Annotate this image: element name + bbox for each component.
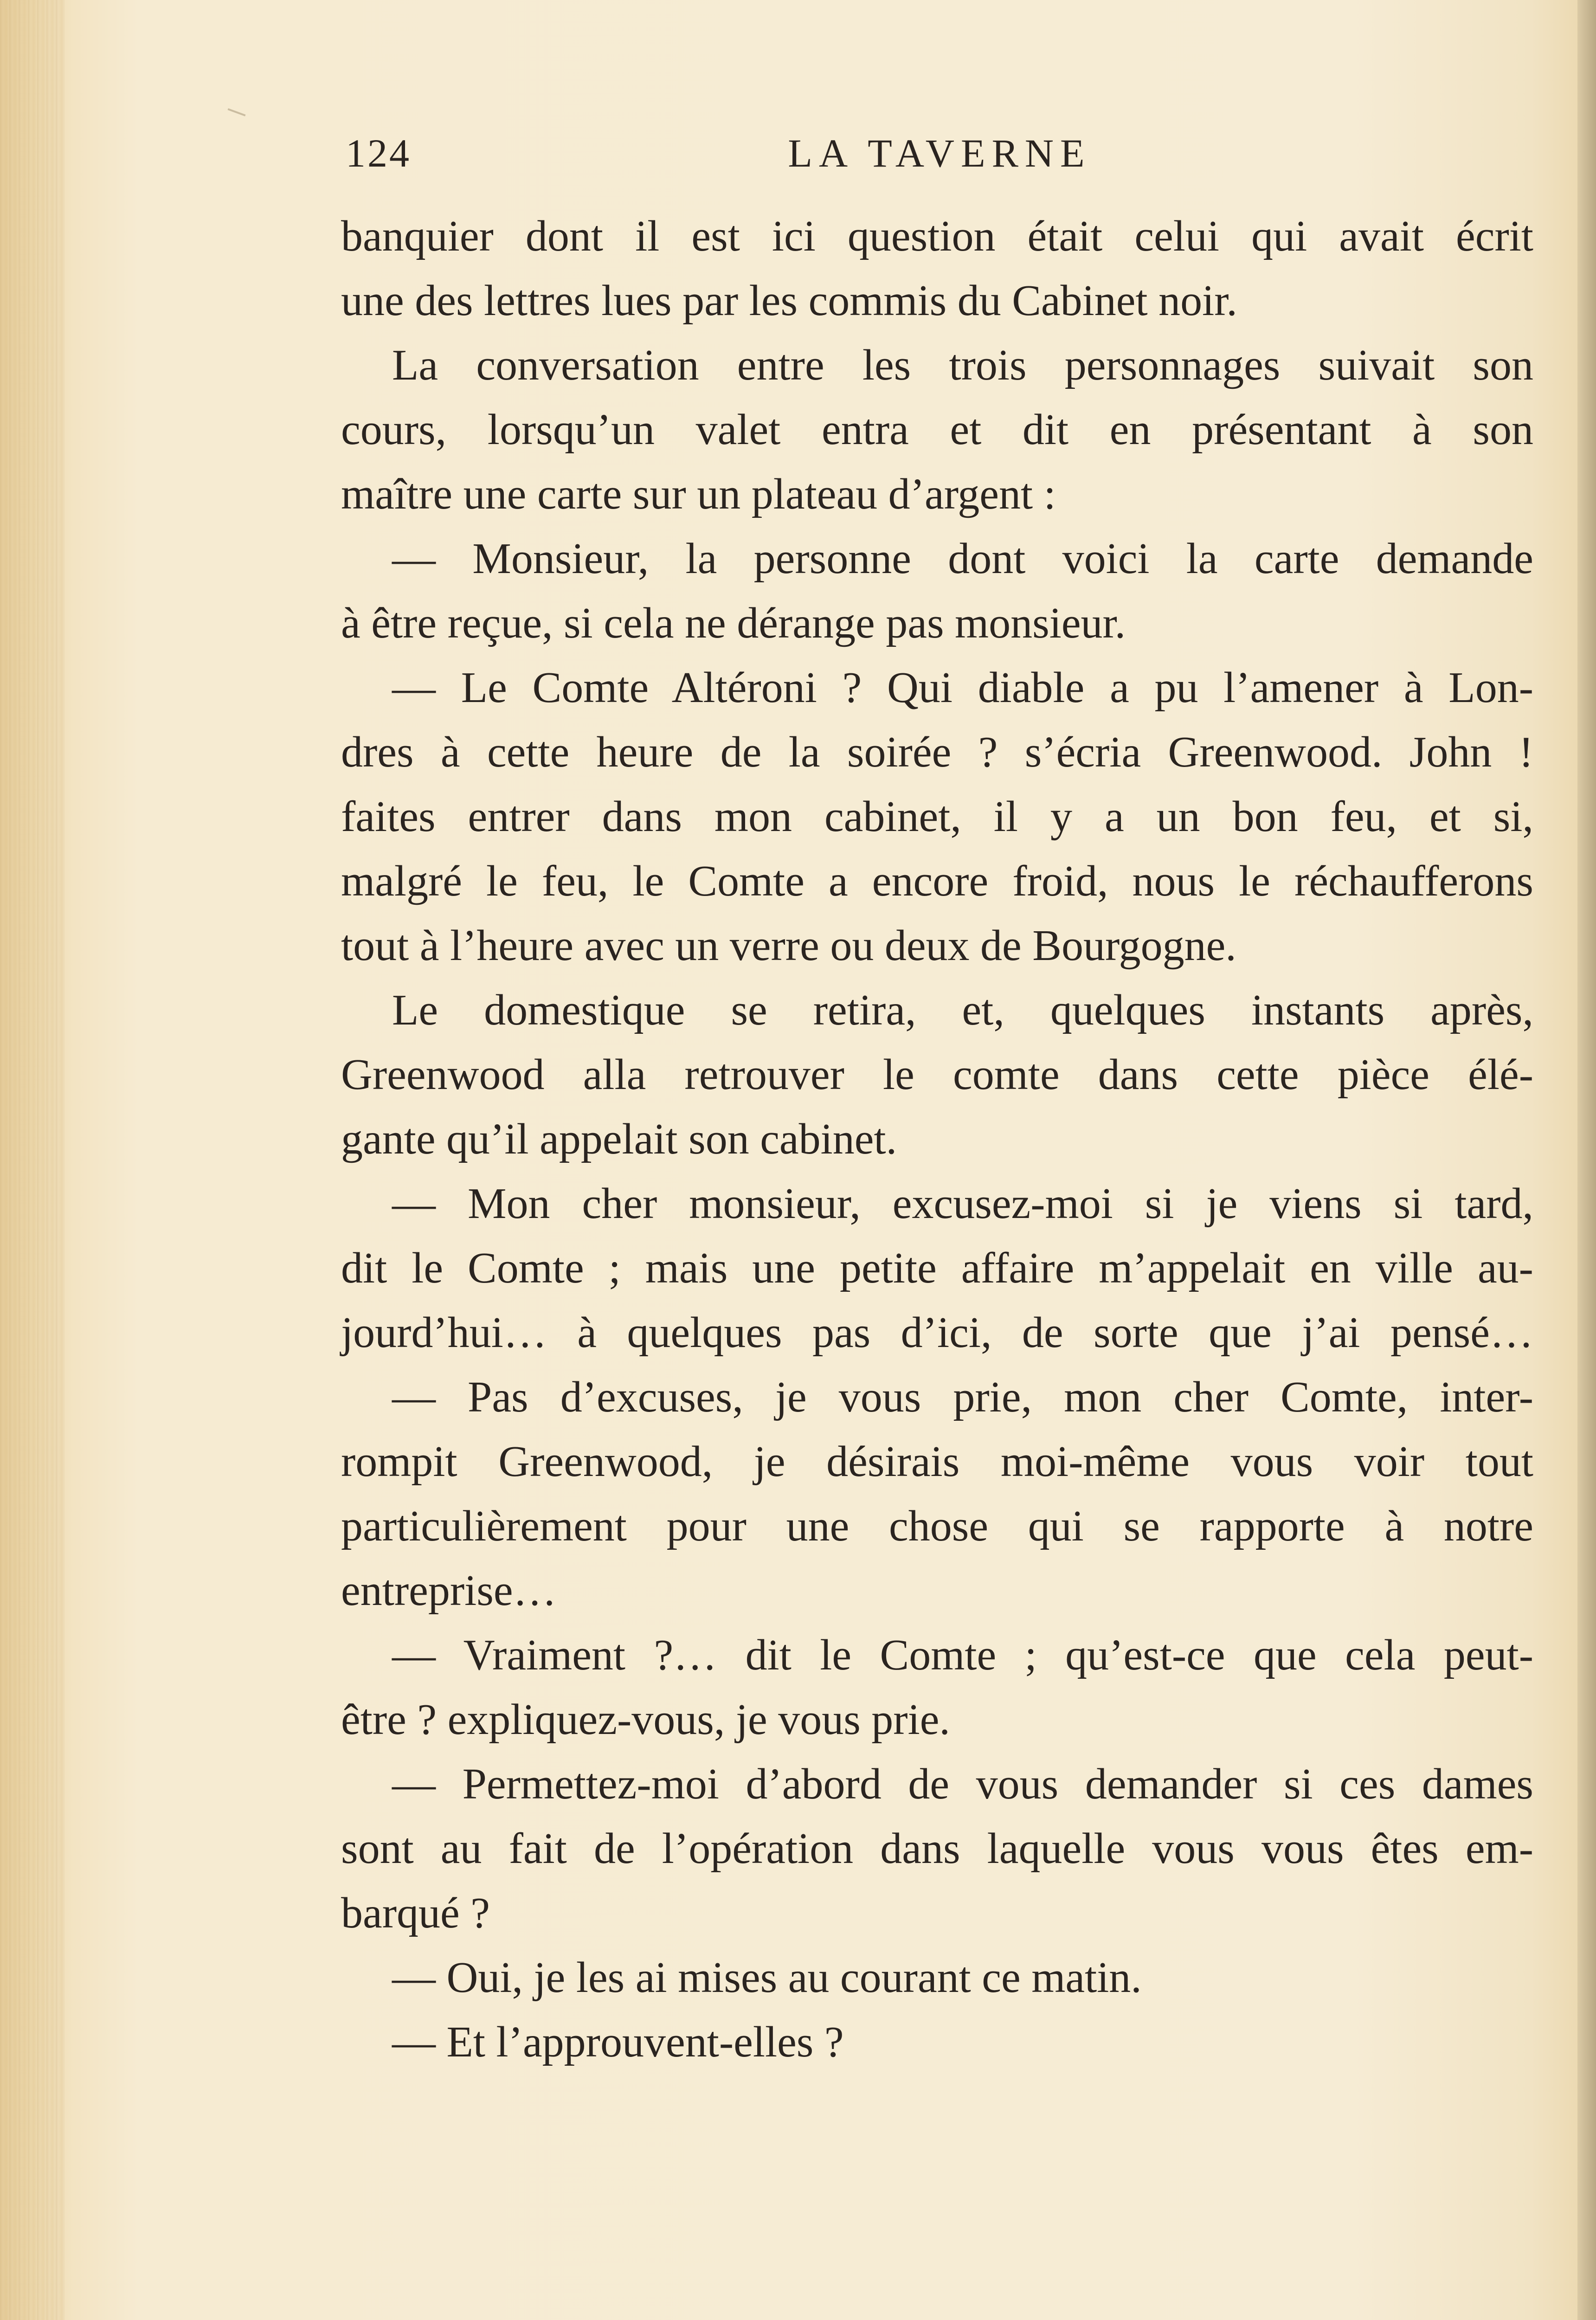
text-line: tout à l’heure avec un verre ou deux de Bourgogne. — [341, 922, 1236, 970]
text-line: dit le Comte ; mais une petite affaire m’appelait en ville au- — [341, 1244, 1533, 1292]
text-line: — Et l’approuvent-elles ? — [392, 2018, 844, 2066]
text-line: Le domestique se retira, et, quelques instants après, — [392, 986, 1533, 1034]
text-line: à être reçue, si cela ne dérange pas monsieur. — [341, 599, 1126, 647]
text-line: rompit Greenwood, je désirais moi-même vous voir tout — [341, 1437, 1533, 1486]
page-number: 124 — [346, 131, 411, 175]
decorative-mark — [228, 108, 246, 116]
text-line: sont au fait de l’opération dans laquelle vous vous êtes em- — [341, 1824, 1533, 1873]
text-line: banquier dont il est ici question était celui qui avait écrit — [341, 212, 1533, 260]
running-title: LA TAVERNE — [788, 131, 1091, 175]
text-line: — Le Comte Altéroni ? Qui diable a pu l’amener à Lon- — [392, 664, 1533, 712]
text-line: être ? expliquez-vous, je vous prie. — [341, 1695, 950, 1744]
text-line: gante qu’il appelait son cabinet. — [341, 1115, 897, 1163]
page-header — [346, 130, 1533, 190]
text-line: entreprise… — [341, 1566, 557, 1615]
text-line: particulièrement pour une chose qui se rapporte à notre — [341, 1502, 1533, 1550]
text-line: barqué ? — [341, 1889, 490, 1937]
text-line: — Mon cher monsieur, excusez-moi si je viens si tard, — [392, 1179, 1533, 1228]
text-line: dres à cette heure de la soirée ? s’écria Greenwood. John ! — [341, 728, 1533, 776]
text-line: — Monsieur, la personne dont voici la carte demande — [392, 535, 1533, 583]
page-binding-edge — [0, 0, 65, 2320]
text-line: — Vraiment ?… dit le Comte ; qu’est-ce que cela peut- — [392, 1631, 1533, 1679]
page-right-edge — [1577, 0, 1596, 2320]
text-line: — Pas d’excuses, je vous prie, mon cher Comte, inter- — [392, 1373, 1533, 1421]
body-text — [341, 204, 1533, 2075]
text-line: maître une carte sur un plateau d’argent : — [341, 470, 1056, 518]
text-line: une des lettres lues par les commis du Cabinet noir. — [341, 277, 1237, 325]
text-line: cours, lorsqu’un valet entra et dit en présentant à son — [341, 406, 1533, 454]
text-line: La conversation entre les trois personnages suivait son — [392, 341, 1533, 389]
text-line: — Permettez-moi d’abord de vous demander si ces dames — [392, 1760, 1533, 1808]
text-line: jourd’hui… à quelques pas d’ici, de sorte que j’ai pensé… — [341, 1308, 1533, 1357]
text-line: Greenwood alla retrouver le comte dans cette pièce élé- — [341, 1050, 1533, 1099]
text-line: — Oui, je les ai mises au courant ce matin. — [392, 1953, 1142, 2002]
text-line: malgré le feu, le Comte a encore froid, nous le réchaufferons — [341, 857, 1533, 905]
text-line: faites entrer dans mon cabinet, il y a un bon feu, et si, — [341, 793, 1533, 841]
